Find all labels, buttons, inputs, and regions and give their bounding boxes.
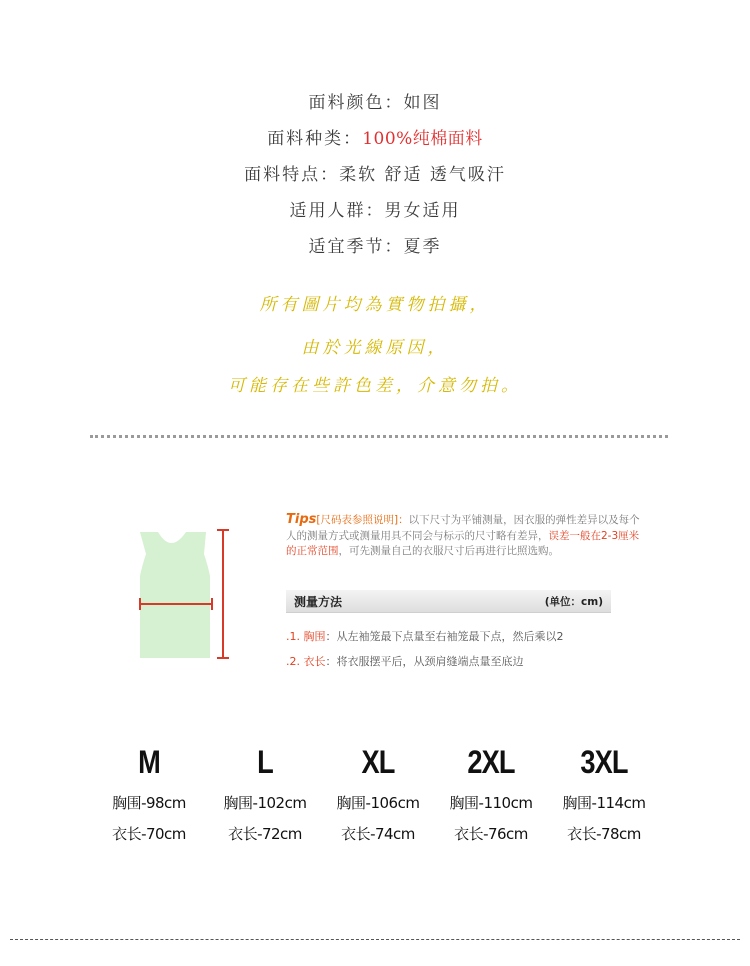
method-item-chest [286, 628, 564, 644]
size-column-l [210, 740, 320, 844]
method-item-key: 胸围 [303, 630, 326, 643]
size-name: 3XL [580, 744, 628, 780]
size-column-2xl [436, 740, 546, 844]
spec-features-value: 柔软 舒适 透气吸汗 [339, 165, 506, 185]
size-length: 衣长-76cm [454, 825, 528, 843]
notice-line-3: 可能存在些許色差，介意勿拍。 [228, 376, 522, 396]
size-column-3xl [549, 740, 659, 844]
spec-material-label: 面料种类： [267, 129, 363, 149]
size-name: L [257, 744, 273, 780]
tips-body-1: 以下尺寸为平铺测量，因衣服的弹性差异以及每个人的测量方式或测量用具不同会与标示的尺寸略有差异， [286, 514, 640, 542]
size-length: 衣长-70cm [112, 825, 186, 843]
method-title: 测量方法 [294, 595, 343, 609]
spec-season-value: 夏季 [403, 237, 442, 257]
method-item-text: ：从左袖笼最下点量至右袖笼最下点，然后乘以2 [325, 630, 564, 643]
spec-color-label: 面料颜色： [308, 93, 404, 113]
spec-features-label: 面料特点： [244, 165, 340, 185]
spec-color [0, 88, 750, 113]
spec-material [0, 124, 750, 149]
method-item-num: .1. [286, 630, 300, 643]
method-item-length [286, 653, 524, 669]
size-chest: 胸围-110cm [449, 794, 533, 812]
spec-audience-value: 男女适用 [384, 201, 461, 221]
size-name: 2XL [467, 744, 515, 780]
size-length: 衣长-78cm [567, 825, 641, 843]
tips-body-2: ，可先测量自己的衣服尺寸后再进行比照选购。 [338, 545, 559, 557]
size-column-xl [323, 740, 433, 844]
size-length: 衣长-72cm [228, 825, 302, 843]
spec-material-value: 100%纯棉面料 [362, 129, 483, 149]
tips-text [286, 512, 646, 560]
section-divider [90, 435, 668, 438]
tank-top-shape [140, 532, 210, 658]
method-item-text: ：将衣服摆平后，从颈肩缝端点量至底边 [325, 655, 524, 668]
spec-features [0, 160, 750, 185]
bottom-divider [10, 939, 740, 940]
tips-title: [尺码表参照说明]： [316, 514, 409, 526]
method-item-num: .2. [286, 655, 300, 668]
spec-audience-label: 适用人群： [289, 201, 385, 221]
size-name: XL [361, 744, 395, 780]
tank-top-illustration [126, 524, 236, 664]
size-chest: 胸围-106cm [336, 794, 420, 812]
tips-error-range: 误差一般在2-3厘米的正常范围 [286, 529, 640, 557]
notice-line-2: 由於光線原因， [301, 338, 449, 358]
spec-season [0, 232, 750, 257]
size-chest: 胸围-98cm [112, 794, 186, 812]
notice-line-1: 所有圖片均為實物拍攝， [259, 295, 491, 315]
size-chest: 胸围-114cm [562, 794, 646, 812]
method-header [286, 590, 611, 613]
size-chest: 胸围-102cm [223, 794, 307, 812]
size-length: 衣长-74cm [341, 825, 415, 843]
tips-label: Tips [286, 512, 317, 527]
spec-color-value: 如图 [403, 93, 442, 113]
spec-season-label: 适宜季节： [308, 237, 404, 257]
method-item-key: 衣长 [303, 655, 326, 668]
spec-audience [0, 196, 750, 221]
size-column-m [94, 740, 204, 844]
method-unit: (单位：cm) [544, 596, 603, 608]
size-name: M [138, 744, 160, 780]
